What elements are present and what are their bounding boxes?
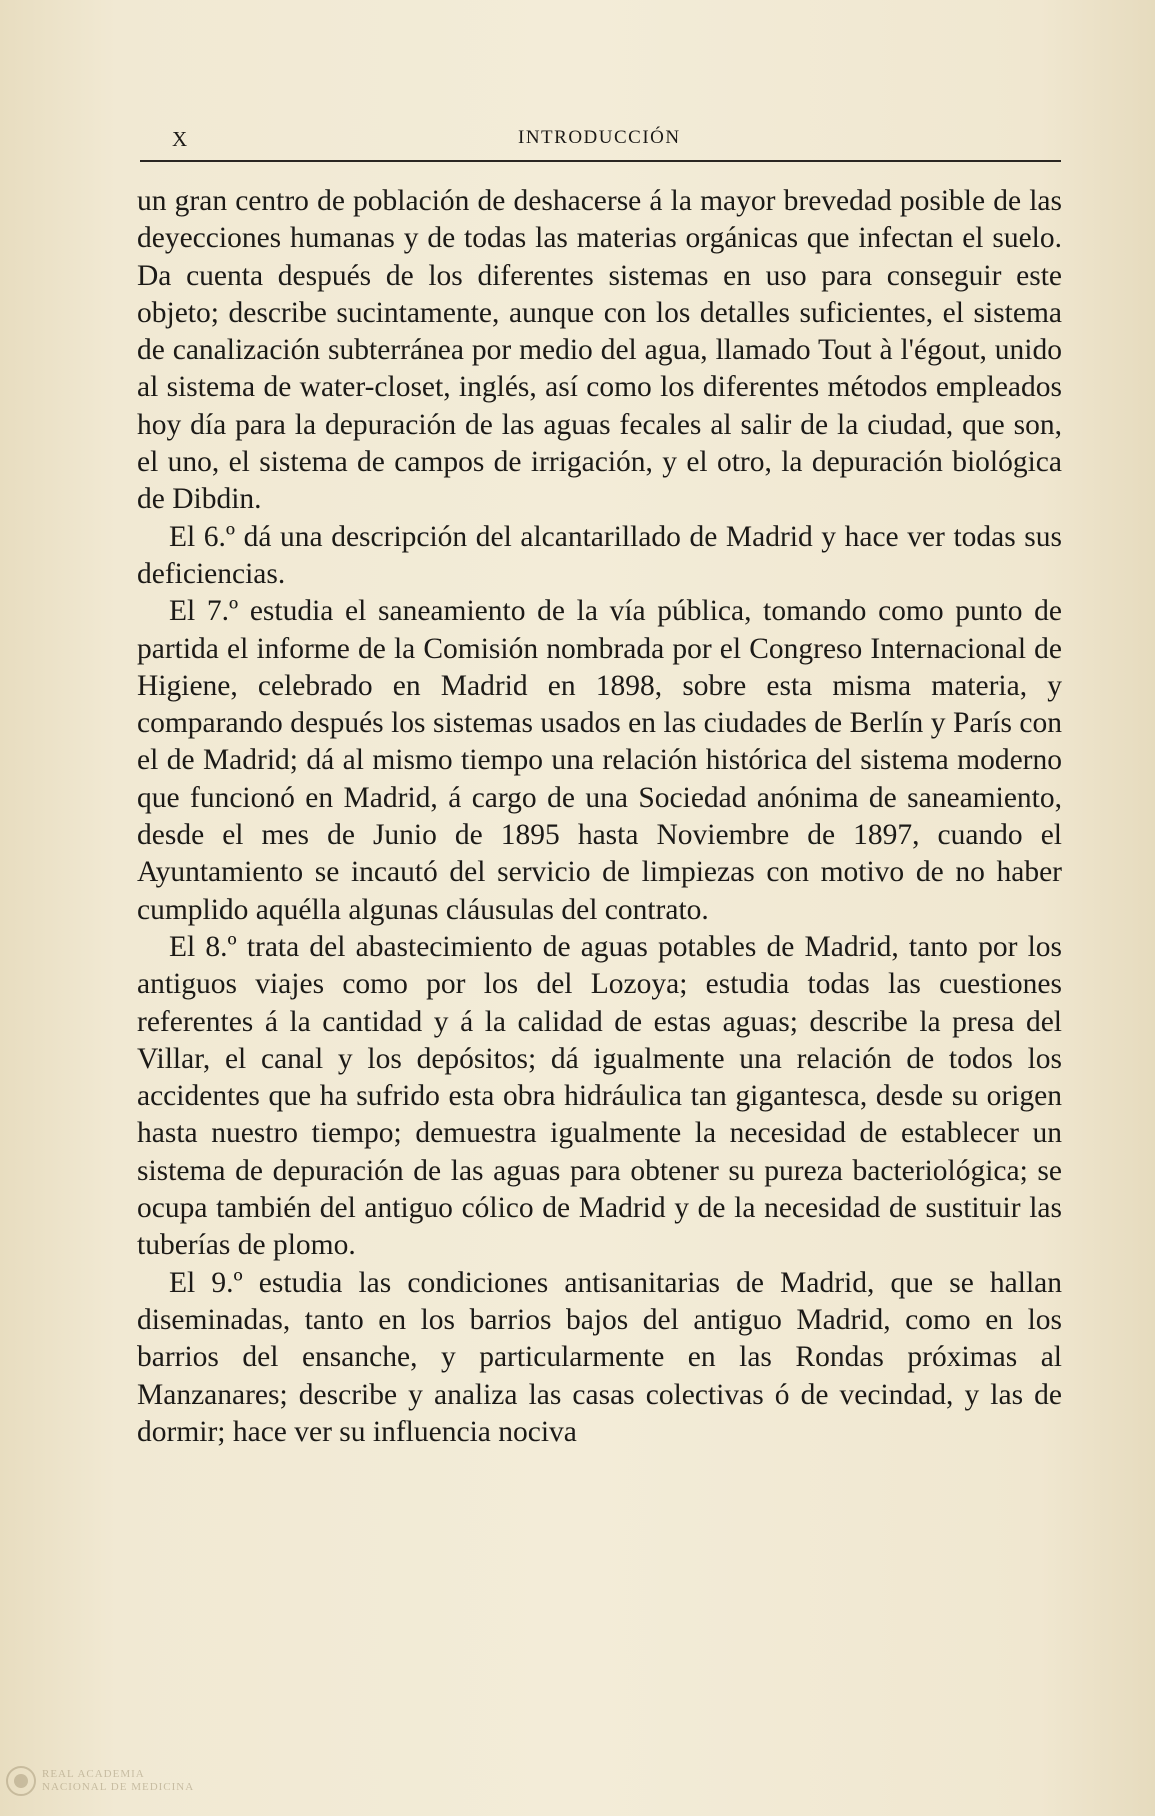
running-head [140,127,1060,157]
library-watermark [6,1766,194,1796]
watermark-text: REAL ACADEMIA NACIONAL DE MEDICINA [42,1768,195,1793]
paragraph-chapter-6: El 6.º dá una descripción del alcantarillado de Madrid y hace ver todas sus deficiencias. [137,520,1062,590]
header-rule [140,160,1061,162]
paragraph-chapter-9: El 9.º estudia las condiciones antisanitarias de Madrid, que se hallan diseminadas, tanto en los barrios bajos del antiguo Madrid, como en los barrios del ensanche, y particularmente en las Rondas próximas al Manzanares; describe y analiza las casas colectivas ó de vecindad, y las de dormir; hace ver su influencia nociva [137,1266,1062,1448]
paragraph-chapter-7: El 7.º estudia el saneamiento de la vía pública, tomando como punto de partida el informe de la Comisión nombrada por el Congreso Internacional de Higiene, celebrado en Madrid en 1898, sobre esta misma materia, y comparando después los sistemas usados en las ciudades de Berlín y París con el de Madrid; dá al mismo tiempo una relación histórica del sistema moderno que funcionó en Madrid, á cargo de una Sociedad anónima de saneamiento, desde el mes de Junio de 1895 hasta Noviembre de 1897, cuando el Ayuntamiento se incautó del servicio de limpiezas con motivo de no haber cumplido aquélla algunas cláusulas del contrato. [137,595,1062,926]
running-title: INTRODUCCIÓN [518,127,681,148]
page-number: X [172,127,189,151]
academy-seal-icon [6,1766,36,1796]
paragraph-chapter-8: El 8.º trata del abastecimiento de aguas potables de Madrid, tanto por los antiguos viajes como por los del Lozoya; estudia todas las cuestiones referentes á la cantidad y á la calidad de estas aguas; describe la presa del Villar, el canal y los depósitos; dá igualmente una relación de todos los accidentes que ha sufrido esta obra hidráulica tan gigantesca, desde su origen hasta nuestro tiempo; demuestra igualmente la necesidad de establecer un sistema de depuración de las aguas para obtener su pureza bacteriológica; se ocupa también del antiguo cólico de Madrid y de la necesidad de sustituir las tuberías de plomo. [137,930,1062,1262]
paragraph-continuation: un gran centro de población de deshacerse á la mayor brevedad posible de las deyecciones humanas y de todas las materias orgánicas que infectan el suelo. Da cuenta después de los diferentes sistemas en uso para conseguir este objeto; describe sucintamente, aunque con los detalles suficientes, el sistema de canalización subterránea por medio del agua, llamado Tout à l'égout, unido al sistema de water-closet, inglés, así como los diferentes métodos empleados hoy día para la depuración de las aguas fecales al salir de la ciudad, que son, el uno, el sistema de campos de irrigación, y el otro, la depuración biológica de Dibdin. [137,185,1062,516]
body-text [137,183,1062,1451]
